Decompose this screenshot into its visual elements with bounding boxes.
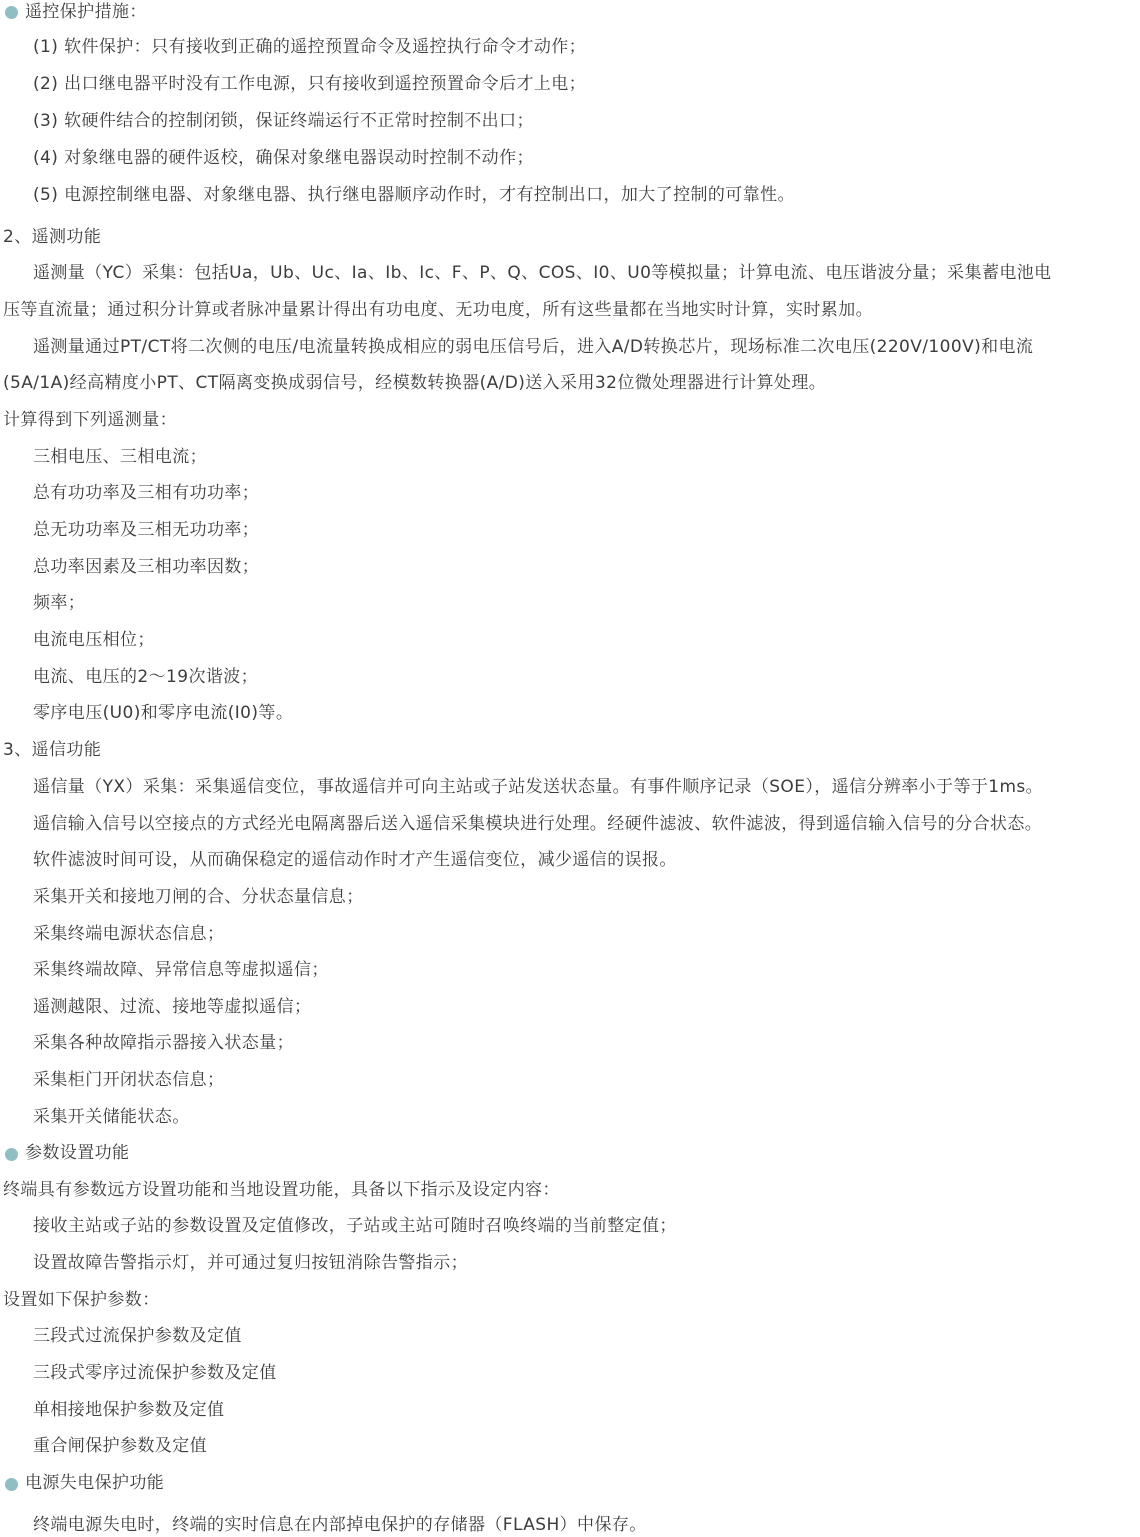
list-item: 采集开关和接地刀闸的合、分状态量信息； xyxy=(33,887,364,907)
paragraph-line: 终端电源失电时，终端的实时信息在内部掉电保护的存储器（FLASH）中保存。 xyxy=(33,1515,647,1535)
paragraph-line: 遥测量（YC）采集：包括Ua，Ub、Uc、Ia、Ib、Ic、F、P、Q、COS、I0、U0等模拟量；计算电流、电压谐波分量；采集蓄电池电 xyxy=(33,263,1052,283)
paragraph-line: 终端具有参数远方设置功能和当地设置功能，具备以下指示及设定内容： xyxy=(3,1180,560,1200)
list-item: 接收主站或子站的参数设置及定值修改，子站或主站可随时召唤终端的当前整定值； xyxy=(33,1216,677,1236)
bullet-icon xyxy=(5,6,18,19)
section-heading-power-loss: 电源失电保护功能 xyxy=(25,1473,165,1493)
list-item: 采集终端电源状态信息； xyxy=(33,924,225,944)
subheading-protection-parameters: 设置如下保护参数： xyxy=(3,1290,160,1310)
paragraph-line: 软件滤波时间可设，从而确保稳定的遥信动作时才产生遥信变位，减少遥信的误报。 xyxy=(33,850,677,870)
bullet-icon xyxy=(5,1148,18,1161)
list-item: 电流电压相位； xyxy=(33,630,155,650)
protection-item: (4) 对象继电器的硬件返校，确保对象继电器误动时控制不动作； xyxy=(33,148,534,168)
paragraph-line: 遥测量通过PT/CT将二次侧的电压/电流量转换成相应的弱电压信号后，进入A/D转换芯片，现场标准二次电压(220V/100V)和电流 xyxy=(33,337,1034,357)
bullet-icon xyxy=(5,1478,18,1491)
list-item: 重合闸保护参数及定值 xyxy=(33,1436,207,1456)
paragraph-line: 压等直流量；通过积分计算或者脉冲量累计得出有功电度、无功电度，所有这些量都在当地实时计算，实时累加。 xyxy=(3,300,873,320)
list-item: 总无功功率及三相无功功率； xyxy=(33,520,260,540)
list-item: 电流、电压的2～19次谐波； xyxy=(33,667,259,687)
section-heading-parameter-settings: 参数设置功能 xyxy=(25,1143,130,1163)
protection-item: (1) 软件保护：只有接收到正确的遥控预置命令及遥控执行命令才动作； xyxy=(33,37,587,57)
list-item: 采集柜门开闭状态信息； xyxy=(33,1070,225,1090)
section-heading-telemetry: 2、遥测功能 xyxy=(3,227,102,247)
list-item: 设置故障告警指示灯，并可通过复归按钮消除告警指示； xyxy=(33,1253,468,1273)
list-item: 采集终端故障、异常信息等虚拟遥信； xyxy=(33,960,329,980)
list-item: 总有功功率及三相有功功率； xyxy=(33,483,260,503)
paragraph-line: 遥信量（YX）采集：采集遥信变位，事故遥信并可向主站或子站发送状态量。有事件顺序记录（SOE），遥信分辨率小于等于1ms。 xyxy=(33,777,1044,797)
list-item: 三段式零序过流保护参数及定值 xyxy=(33,1363,277,1383)
section-heading-telesignal: 3、遥信功能 xyxy=(3,740,102,760)
list-item: 三段式过流保护参数及定值 xyxy=(33,1326,242,1346)
list-item: 遥测越限、过流、接地等虚拟遥信； xyxy=(33,997,312,1017)
list-item: 频率； xyxy=(33,593,86,613)
list-item: 采集开关储能状态。 xyxy=(33,1107,190,1127)
section-heading-remote-control-protection: 遥控保护措施： xyxy=(25,2,147,22)
protection-item: (2) 出口继电器平时没有工作电源，只有接收到遥控预置命令后才上电； xyxy=(33,74,587,94)
list-item: 采集各种故障指示器接入状态量； xyxy=(33,1033,294,1053)
protection-item: (5) 电源控制继电器、对象继电器、执行继电器顺序动作时，才有控制出口，加大了控制的可靠性。 xyxy=(33,185,795,205)
list-item: 总功率因素及三相功率因数； xyxy=(33,557,260,577)
paragraph-line: 遥信输入信号以空接点的方式经光电隔离器后送入遥信采集模块进行处理。经硬件滤波、软件滤波，得到遥信输入信号的分合状态。 xyxy=(33,814,1043,834)
list-item: 零序电压(U0)和零序电流(I0)等。 xyxy=(33,703,294,723)
paragraph-line: (5A/1A)经高精度小PT、CT隔离变换成弱信号，经模数转换器(A/D)送入采用32位微处理器进行计算处理。 xyxy=(3,373,827,393)
list-item: 三相电压、三相电流； xyxy=(33,447,207,467)
protection-item: (3) 软硬件结合的控制闭锁，保证终端运行不正常时控制不出口； xyxy=(33,111,534,131)
list-item: 单相接地保护参数及定值 xyxy=(33,1400,225,1420)
subheading-computed-telemetry: 计算得到下列遥测量： xyxy=(3,410,177,430)
